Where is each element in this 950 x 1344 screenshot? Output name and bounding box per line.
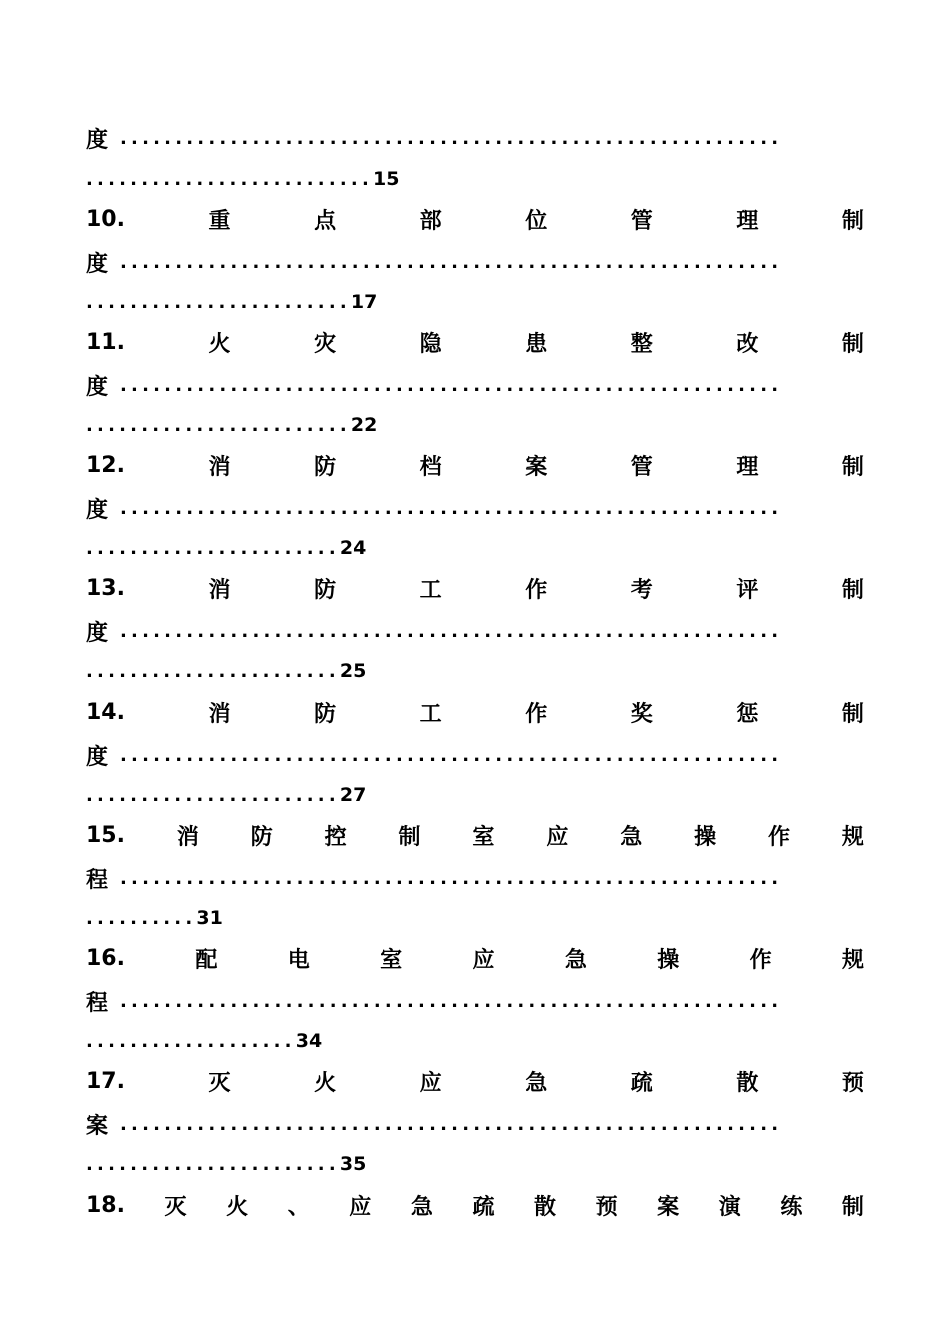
toc-leader-dots: ........................ bbox=[86, 414, 351, 436]
toc-title-char: 惩 bbox=[736, 701, 759, 727]
toc-entry-title bbox=[86, 327, 864, 357]
toc-continuation-line bbox=[86, 493, 864, 523]
toc-title-char: 制 bbox=[398, 824, 421, 850]
toc-title-char: 理 bbox=[736, 454, 759, 480]
toc-title-char: 灭 bbox=[164, 1194, 187, 1220]
toc-entry-title bbox=[86, 1190, 864, 1220]
toc-entry-number: 12. bbox=[86, 452, 125, 478]
toc-page-number: 22 bbox=[350, 414, 378, 436]
toc-continuation-line bbox=[86, 370, 864, 400]
toc-title-char: 重 bbox=[208, 208, 231, 234]
toc-title-char: 急 bbox=[620, 824, 643, 850]
toc-title-char: 管 bbox=[630, 454, 653, 480]
toc-continuation-char: 度 bbox=[86, 127, 109, 153]
toc-title-char: 制 bbox=[841, 701, 864, 727]
toc-leader-dots: ................... bbox=[86, 1030, 296, 1052]
toc-page-number: 35 bbox=[339, 1153, 367, 1175]
toc-title-char: 应 bbox=[419, 1070, 442, 1096]
toc-entry-number: 16. bbox=[86, 945, 125, 971]
toc-leader-dots: ........................ bbox=[86, 291, 351, 313]
toc-entry-title bbox=[86, 943, 864, 973]
toc-page-number: 27 bbox=[339, 784, 367, 806]
toc-leader-dots: ............................................................ bbox=[120, 127, 783, 149]
toc-continuation-char: 度 bbox=[86, 374, 109, 400]
toc-title-char: 消 bbox=[176, 824, 199, 850]
toc-page-line bbox=[86, 656, 864, 686]
toc-title-char: 散 bbox=[534, 1194, 557, 1220]
toc-page-number: 31 bbox=[196, 907, 223, 929]
toc-leader-dots: ............................................................ bbox=[120, 497, 783, 519]
toc-page-line bbox=[86, 780, 864, 810]
toc-entry-number: 17. bbox=[86, 1068, 125, 1094]
toc-entry-number: 18. bbox=[86, 1192, 125, 1218]
toc-title-char: 工 bbox=[419, 701, 442, 727]
toc-continuation-line bbox=[86, 1109, 864, 1139]
toc-entry-title bbox=[86, 573, 864, 603]
toc-leader-dots: ....................... bbox=[86, 784, 340, 806]
toc-entry-number: 10. bbox=[86, 206, 125, 232]
toc-entry-title bbox=[86, 1066, 864, 1096]
toc-title-char: 位 bbox=[525, 208, 548, 234]
toc-title-char: 预 bbox=[841, 1070, 864, 1096]
toc-title-char: 工 bbox=[419, 577, 442, 603]
toc-title-char: 制 bbox=[841, 577, 864, 603]
toc-title-char: 电 bbox=[287, 947, 310, 973]
toc-title-char: 作 bbox=[525, 701, 548, 727]
toc-title-char: 隐 bbox=[419, 331, 442, 357]
toc-continuation-line bbox=[86, 863, 864, 893]
toc-leader-dots: ............................................................ bbox=[120, 1113, 783, 1135]
toc-title-char: 、 bbox=[287, 1194, 310, 1220]
toc-title-char: 制 bbox=[841, 331, 864, 357]
toc-title-char: 整 bbox=[630, 331, 653, 357]
toc-title-char: 防 bbox=[314, 577, 337, 603]
toc-title-char: 作 bbox=[767, 824, 790, 850]
toc-title-char: 理 bbox=[736, 208, 759, 234]
toc-continuation-char: 程 bbox=[86, 867, 109, 893]
toc-page-number: 34 bbox=[295, 1030, 323, 1052]
toc-title-char: 控 bbox=[324, 824, 347, 850]
toc-entry-number: 14. bbox=[86, 699, 125, 725]
toc-continuation-char: 案 bbox=[86, 1113, 109, 1139]
toc-title-char: 点 bbox=[314, 208, 337, 234]
toc-leader-dots: ....................... bbox=[86, 1153, 340, 1175]
toc-continuation-char: 度 bbox=[86, 744, 109, 770]
toc-page-line bbox=[86, 1149, 864, 1179]
toc-title-char: 考 bbox=[630, 577, 653, 603]
toc-title-char: 室 bbox=[380, 947, 403, 973]
toc-continuation-char: 程 bbox=[86, 990, 109, 1016]
toc-entry-title bbox=[86, 697, 864, 727]
toc-continuation-line bbox=[86, 986, 864, 1016]
toc-title-char: 散 bbox=[736, 1070, 759, 1096]
toc-title-char: 案 bbox=[657, 1194, 680, 1220]
toc-entry-number: 13. bbox=[86, 575, 125, 601]
toc-title-char: 管 bbox=[630, 208, 653, 234]
toc-page-line bbox=[86, 164, 864, 194]
toc-title-char: 防 bbox=[314, 454, 337, 480]
toc-page-number: 25 bbox=[339, 660, 367, 682]
toc-entry-number: 15. bbox=[86, 822, 125, 848]
toc-continuation-char: 度 bbox=[86, 620, 109, 646]
toc-page-number: 24 bbox=[339, 537, 367, 559]
toc-title-char: 患 bbox=[525, 331, 548, 357]
toc-continuation-char: 度 bbox=[86, 497, 109, 523]
toc-title-char: 火 bbox=[208, 331, 231, 357]
toc-continuation-line bbox=[86, 616, 864, 646]
toc-title-char: 规 bbox=[841, 824, 864, 850]
toc-continuation-line bbox=[86, 123, 864, 153]
toc-title-char: 作 bbox=[525, 577, 548, 603]
toc-title-char: 制 bbox=[841, 208, 864, 234]
toc-title-char: 评 bbox=[736, 577, 759, 603]
toc-title-char: 消 bbox=[208, 454, 231, 480]
toc-continuation-line bbox=[86, 247, 864, 277]
toc-title-char: 案 bbox=[525, 454, 548, 480]
toc-title-char: 火 bbox=[314, 1070, 337, 1096]
toc-leader-dots: ....................... bbox=[86, 537, 340, 559]
toc-continuation-char: 度 bbox=[86, 251, 109, 277]
toc-page-line bbox=[86, 410, 864, 440]
toc-leader-dots: ............................................................ bbox=[120, 251, 783, 273]
toc-entry-title bbox=[86, 204, 864, 234]
toc-title-char: 规 bbox=[841, 947, 864, 973]
toc-title-char: 应 bbox=[472, 947, 495, 973]
toc-title-char: 预 bbox=[595, 1194, 618, 1220]
toc-page-line bbox=[86, 903, 864, 933]
toc-entry-title bbox=[86, 820, 864, 850]
toc-leader-dots: ............................................................ bbox=[120, 620, 783, 642]
toc-title-char: 作 bbox=[749, 947, 772, 973]
toc-title-char: 部 bbox=[419, 208, 442, 234]
toc-leader-dots: .......................... bbox=[86, 168, 373, 190]
toc-leader-dots: ............................................................ bbox=[120, 990, 783, 1012]
toc-continuation-line bbox=[86, 740, 864, 770]
toc-page-line bbox=[86, 1026, 864, 1056]
toc-title-char: 制 bbox=[841, 454, 864, 480]
toc-title-char: 灭 bbox=[208, 1070, 231, 1096]
toc-page-number: 15 bbox=[373, 168, 400, 190]
toc-title-char: 奖 bbox=[630, 701, 653, 727]
toc-title-char: 火 bbox=[226, 1194, 249, 1220]
toc-page-line bbox=[86, 533, 864, 563]
toc-leader-dots: .......... bbox=[86, 907, 197, 929]
toc-title-char: 疏 bbox=[472, 1194, 495, 1220]
toc-leader-dots: ............................................................ bbox=[120, 374, 783, 396]
toc-title-char: 改 bbox=[736, 331, 759, 357]
toc-entry-title bbox=[86, 450, 864, 480]
toc-title-char: 消 bbox=[208, 701, 231, 727]
toc-title-char: 疏 bbox=[630, 1070, 653, 1096]
toc-title-char: 演 bbox=[718, 1194, 741, 1220]
toc-leader-dots: ............................................................ bbox=[120, 867, 783, 889]
toc-title-char: 防 bbox=[314, 701, 337, 727]
toc-title-char: 操 bbox=[657, 947, 680, 973]
toc-title-char: 灾 bbox=[314, 331, 337, 357]
toc-title-char: 操 bbox=[694, 824, 717, 850]
toc-title-char: 急 bbox=[564, 947, 587, 973]
toc-title-char: 防 bbox=[250, 824, 273, 850]
toc-title-char: 档 bbox=[419, 454, 442, 480]
toc-title-char: 室 bbox=[472, 824, 495, 850]
toc-title-char: 配 bbox=[195, 947, 218, 973]
toc-page-line bbox=[86, 287, 864, 317]
toc-leader-dots: ............................................................ bbox=[120, 744, 783, 766]
toc-title-char: 应 bbox=[349, 1194, 372, 1220]
toc-title-char: 制 bbox=[841, 1194, 864, 1220]
toc-leader-dots: ....................... bbox=[86, 660, 340, 682]
toc-title-char: 练 bbox=[780, 1194, 803, 1220]
toc-page-number: 17 bbox=[350, 291, 378, 313]
toc-title-char: 急 bbox=[525, 1070, 548, 1096]
toc-title-char: 急 bbox=[410, 1194, 433, 1220]
toc-title-char: 消 bbox=[208, 577, 231, 603]
toc-entry-number: 11. bbox=[86, 329, 125, 355]
toc-title-char: 应 bbox=[546, 824, 569, 850]
